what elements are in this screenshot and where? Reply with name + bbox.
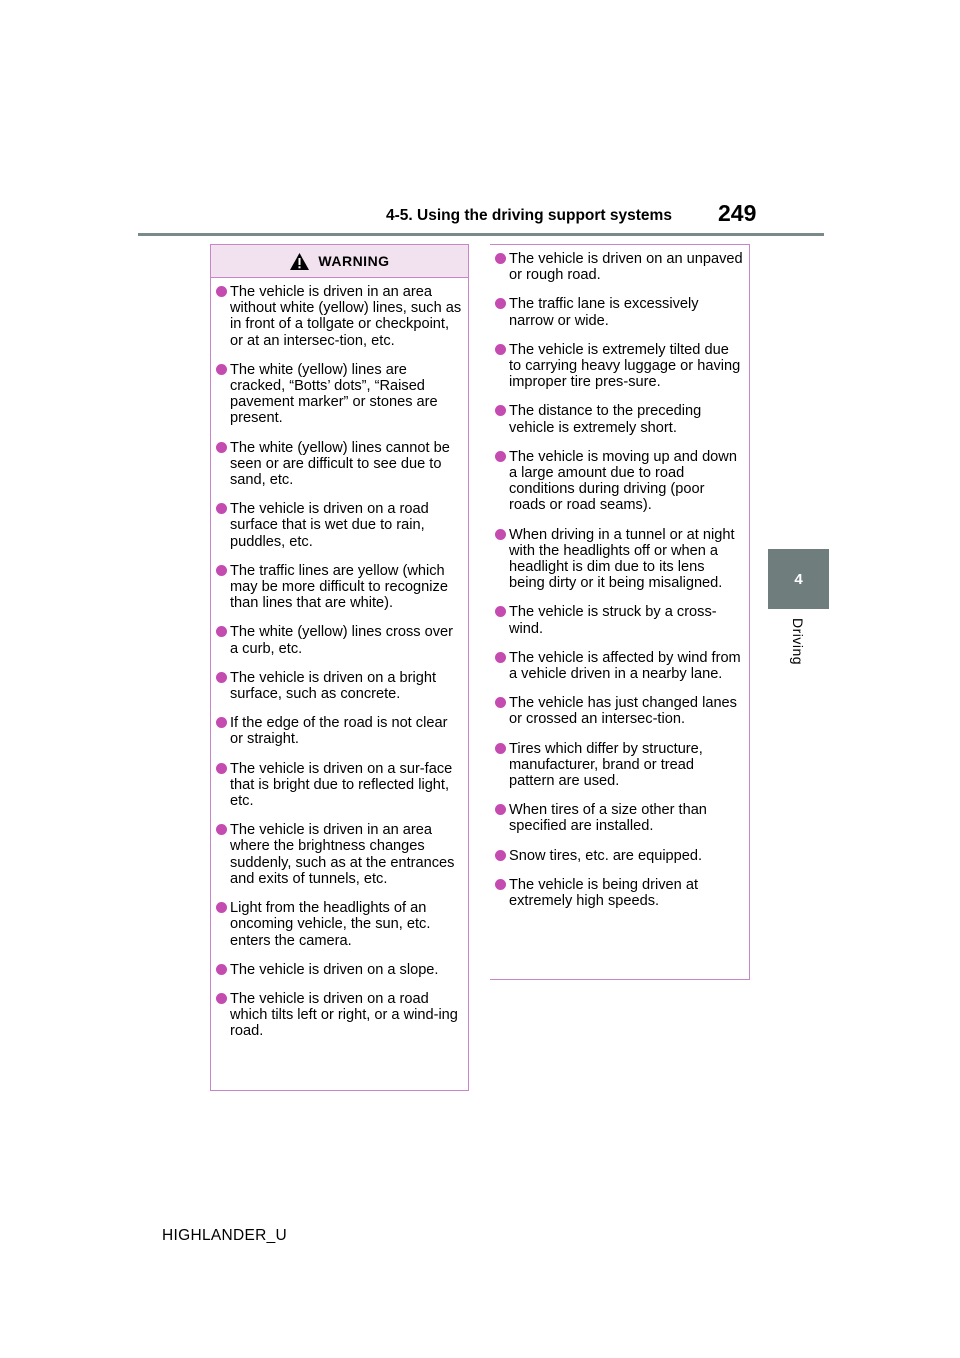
warning-item — [494, 604, 743, 636]
warning-item-text: The vehicle is driven on a road surface that is wet due to rain, puddles, etc. — [230, 501, 429, 550]
warning-item-text: Light from the headlights of an oncoming vehicle, the sun, etc. enters the camera. — [230, 900, 431, 949]
warning-item — [215, 761, 462, 810]
bullet-icon — [216, 565, 227, 576]
bullet-icon — [216, 672, 227, 683]
warning-item-text: When driving in a tunnel or at night with the headlights off or when a headlight is dim due to its lens being dirty or it being misaligned. — [509, 526, 735, 592]
warning-item — [494, 650, 743, 682]
bullet-icon — [495, 652, 506, 663]
warning-item — [494, 527, 743, 592]
warning-item-text: The white (yellow) lines cannot be seen or are difficult to see due to sand, etc. — [230, 439, 450, 489]
bullet-icon — [216, 717, 227, 728]
warning-item-text: The white (yellow) lines are cracked, “Botts’ dots”, “Raised pavement marker” or stones are present. — [230, 361, 438, 427]
warning-list-left — [211, 278, 468, 1040]
warning-item-text: The vehicle is driven in an area without white (yellow) lines, such as in front of a tollgate or checkpoint, or at an intersec-tion, etc. — [230, 284, 462, 349]
warning-item-text: The vehicle is driven on a sur-face that is bright due to reflected light, etc. — [230, 760, 453, 810]
warning-item-text: If the edge of the road is not clear or straight. — [230, 715, 448, 748]
bullet-icon — [495, 804, 506, 815]
warning-item — [215, 284, 462, 349]
warning-item — [494, 251, 743, 283]
warning-item — [215, 563, 462, 612]
bullet-icon — [495, 850, 506, 861]
warning-item — [494, 802, 743, 834]
warning-box-right — [490, 244, 750, 980]
header-divider — [138, 233, 824, 236]
warning-item — [494, 695, 743, 727]
footer-model: HIGHLANDER_U — [162, 1227, 288, 1244]
warning-item-text: The vehicle is struck by a cross-wind. — [509, 604, 717, 637]
warning-item — [494, 877, 743, 909]
warning-item-text: The vehicle is driven on a road which tilts left or right, or a wind-ing road. — [230, 990, 458, 1040]
bullet-icon — [495, 697, 506, 708]
warning-item-text: Snow tires, etc. are equipped. — [509, 847, 703, 864]
bullet-icon — [495, 253, 506, 264]
warning-item — [494, 403, 743, 435]
warning-item — [494, 296, 743, 328]
bullet-icon — [495, 344, 506, 355]
bullet-icon — [495, 529, 506, 540]
warning-item-text: The vehicle is driven on a bright surface, such as concrete. — [230, 669, 437, 703]
bullet-icon — [216, 286, 227, 297]
bullet-icon — [216, 626, 227, 637]
warning-item — [215, 362, 462, 427]
warning-list-right — [490, 245, 749, 909]
warning-item-text: The vehicle is moving up and down a large amount due to road conditions during driving (poor roads or road seams). — [509, 448, 737, 514]
warning-item-text: The vehicle is driven in an area where the brightness changes suddenly, such as at the entrances and exits of tunnels, etc. — [230, 822, 455, 887]
warning-item-text: The traffic lines are yellow (which may be more difficult to recognize than lines that are white). — [230, 562, 448, 612]
warning-item-text: The white (yellow) lines cross over a curb, etc. — [230, 624, 454, 657]
warning-item-text: The vehicle is driven on an unpaved or rough road. — [509, 251, 743, 284]
bullet-icon — [495, 405, 506, 416]
warning-item-text: The vehicle is driven on a slope. — [230, 961, 439, 978]
warning-item-text: Tires which differ by structure, manufacturer, brand or tread pattern are used. — [509, 740, 703, 790]
warning-box-left — [210, 244, 469, 1091]
bullet-icon — [216, 824, 227, 835]
warning-header — [211, 245, 468, 278]
bullet-icon — [495, 298, 506, 309]
warning-item — [494, 342, 743, 391]
warning-item-text: The vehicle is affected by wind from a vehicle driven in a nearby lane. — [509, 649, 741, 683]
bullet-icon — [216, 902, 227, 913]
chapter-number: 4 — [794, 570, 803, 588]
bullet-icon — [216, 364, 227, 375]
bullet-icon — [216, 763, 227, 774]
bullet-icon — [495, 451, 506, 462]
warning-item — [494, 741, 743, 790]
bullet-icon — [495, 879, 506, 890]
warning-item — [494, 449, 743, 514]
warning-item — [215, 822, 462, 887]
bullet-icon — [216, 503, 227, 514]
bullet-icon — [495, 743, 506, 754]
warning-item-text: The vehicle has just changed lanes or crossed an intersec-tion. — [509, 695, 737, 728]
bullet-icon — [216, 993, 227, 1004]
warning-triangle-icon — [289, 252, 310, 271]
bullet-icon — [216, 442, 227, 453]
chapter-tab — [768, 549, 829, 609]
warning-item — [215, 962, 462, 978]
warning-item — [215, 900, 462, 949]
chapter-label: Driving — [790, 618, 806, 666]
warning-item-text: When tires of a size other than specified are installed. — [509, 802, 707, 835]
warning-item — [215, 715, 462, 747]
warning-item — [215, 440, 462, 489]
bullet-icon — [495, 606, 506, 617]
warning-item-text: The vehicle is extremely tilted due to carrying heavy luggage or having improper tire pres-sure. — [509, 341, 741, 391]
warning-item — [215, 670, 462, 702]
section-title: 4-5. Using the driving support systems — [386, 207, 672, 224]
warning-item-text: The distance to the preceding vehicle is extremely short. — [509, 403, 702, 436]
chapter-label-container — [770, 618, 826, 678]
warning-item — [494, 848, 743, 864]
warning-item-text: The vehicle is being driven at extremely high speeds. — [509, 876, 699, 910]
warning-item-text: The traffic lane is excessively narrow or wide. — [509, 296, 699, 329]
page-number: 249 — [718, 200, 757, 226]
warning-item — [215, 501, 462, 550]
bullet-icon — [216, 964, 227, 975]
warning-title: WARNING — [318, 253, 390, 269]
warning-item — [215, 624, 462, 656]
warning-item — [215, 991, 462, 1040]
